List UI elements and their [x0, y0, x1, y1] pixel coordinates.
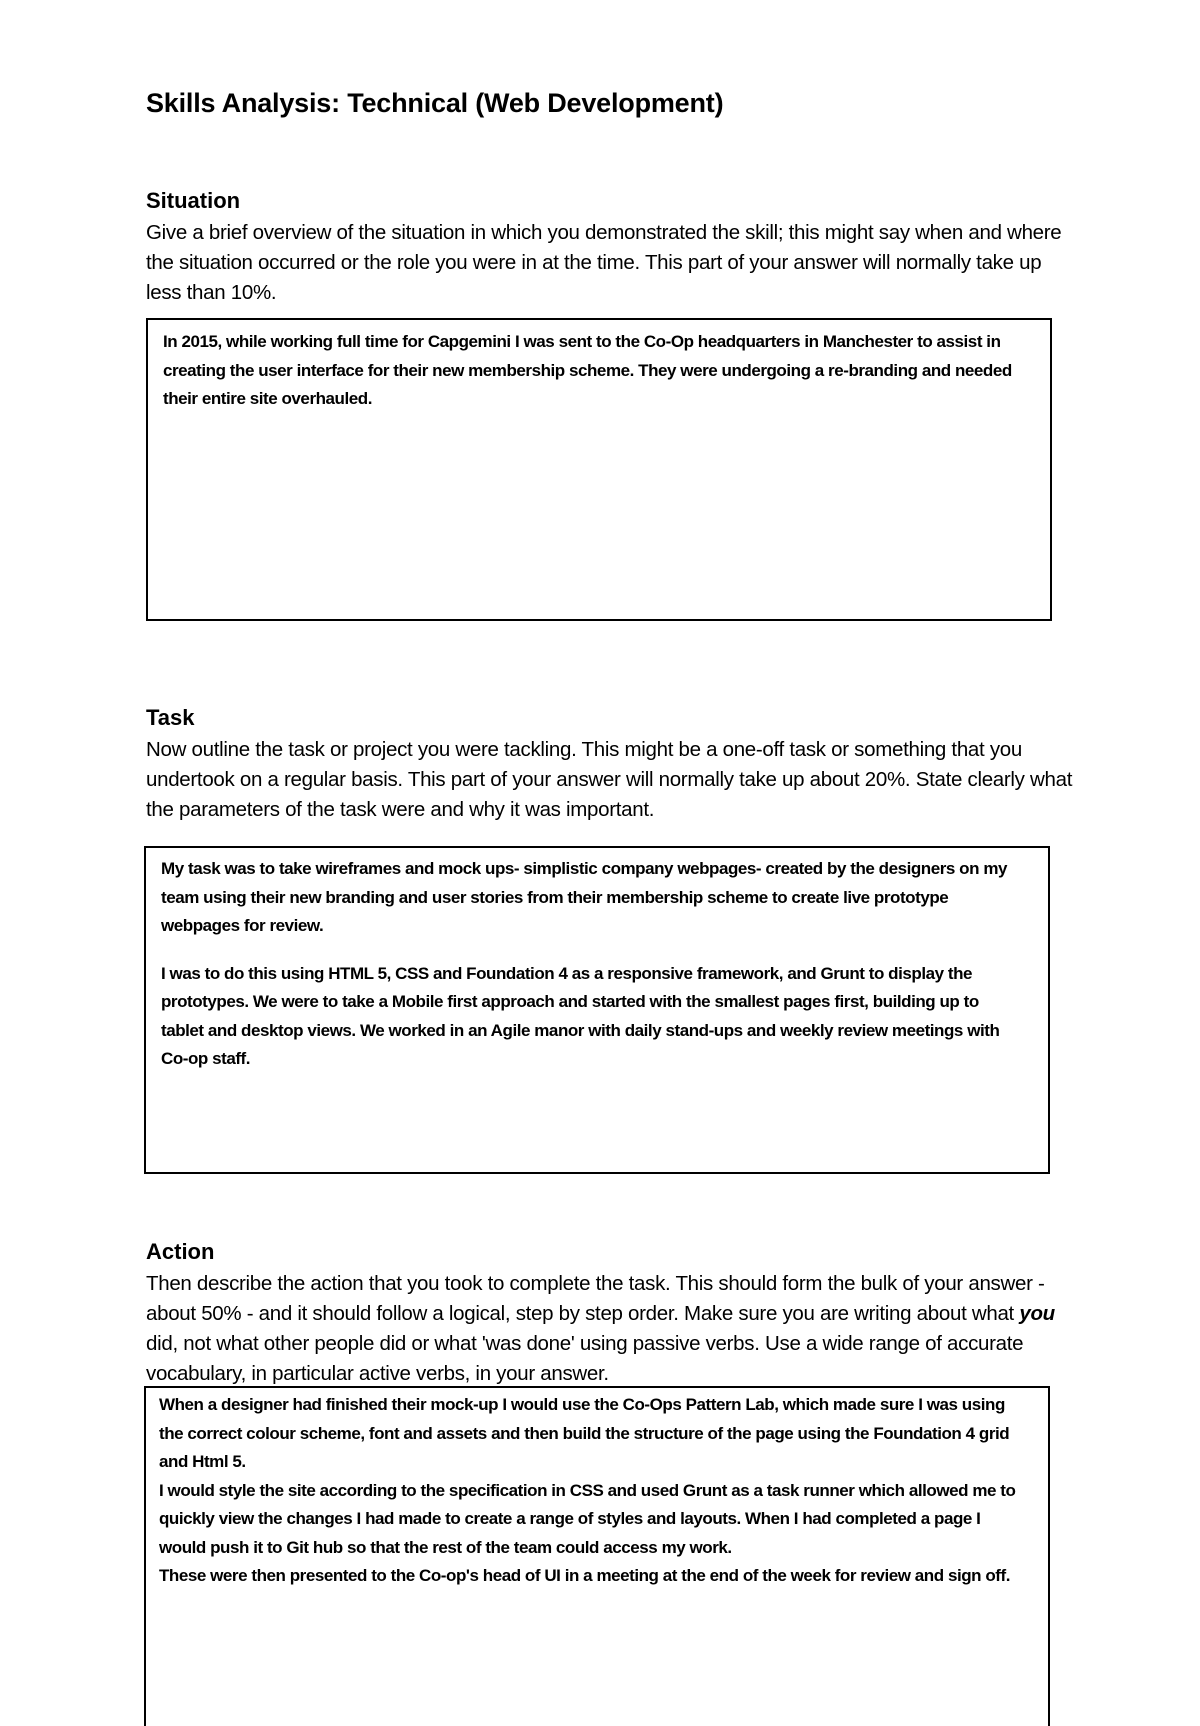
action-heading: Action: [146, 1239, 215, 1264]
situation-answer-box[interactable]: [146, 318, 1052, 621]
task-answer-box[interactable]: [144, 846, 1050, 1174]
situation-prompt: Give a brief overview of the situation in which you demonstrated the skill; this might say when and where the situation occurred or the role you were in at the time. This part of your answer will normally take up less than 10%.: [146, 221, 1062, 304]
situation-answer-text: In 2015, while working full time for Capgemini I was sent to the Co-Op headquarters in Manchester to assist in creating the user interface for their new membership scheme. They were undergoing a re-branding and needed their entire site overhauled.: [163, 332, 1012, 408]
action-prompt-part-1: Then describe the action that you took to complete the task. This should form the bulk of your answer - about 50% - and it should follow a logical, step by step order. Make sure you are writing about what: [146, 1272, 1045, 1325]
action-prompt: [146, 1269, 1076, 1389]
action-prompt-emphasis: you: [1019, 1302, 1055, 1325]
task-answer-paragraph-1: My task was to take wireframes and mock ups- simplistic company webpages- created by the designers on my team using their new branding and user stories from their membership scheme to create live prototype webpages for review.: [161, 859, 1007, 935]
task-prompt: Now outline the task or project you were tackling. This might be a one-off task or something that you undertook on a regular basis. This part of your answer will normally take up about 20%. State clearly what the parameters of the task were and why it was important.: [146, 738, 1073, 821]
task-answer-paragraph-2: I was to do this using HTML 5, CSS and Foundation 4 as a responsive framework, and Grunt to display the prototypes. We were to take a Mobile first approach and started with the smallest pages first, building up to tablet and desktop views. We worked in an Agile manor with daily stand-ups and weekly review meetings with Co-op staff.: [161, 963, 1000, 1068]
action-answer-paragraph-2: I would style the site according to the specification in CSS and used Grunt as a task runner which allowed me to quickly view the changes I had made to create a range of styles and layouts. When I had completed a page I would push it to Git hub so that the rest of the team could access my work.: [159, 1480, 1016, 1557]
situation-heading: Situation: [146, 188, 241, 213]
page-title: Skills Analysis: Technical (Web Development): [146, 88, 724, 118]
action-answer-box[interactable]: [144, 1386, 1050, 1726]
action-prompt-part-2: did, not what other people did or what 'was done' using passive verbs. Use a wide range of accurate vocabulary, in particular active verbs, in your answer.: [146, 1332, 1024, 1385]
task-heading: Task: [146, 705, 195, 730]
action-answer-paragraph-3: These were then presented to the Co-op's head of UI in a meeting at the end of the week for review and sign off.: [159, 1566, 1010, 1585]
action-answer-paragraph-1: When a designer had finished their mock-up I would use the Co-Ops Pattern Lab, which made sure I was using the correct colour scheme, font and assets and then build the structure of the page using the Foundation 4 grid and Html 5.: [159, 1395, 1010, 1471]
